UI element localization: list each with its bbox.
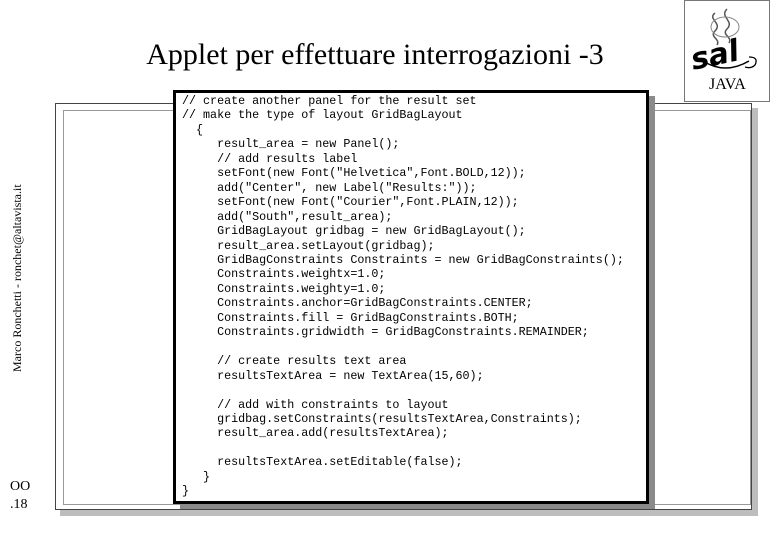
code-line — [182, 441, 624, 455]
author-sidebar-text: Marco Ronchetti - ronchet@altavista.it — [10, 184, 24, 372]
code-line: GridBagLayout gridbag = new GridBagLayout(); — [182, 224, 526, 239]
code-line: // add with constraints to layout — [182, 397, 449, 412]
code-line: // create another panel for the result set — [182, 94, 477, 108]
code-line: result_area.add(resultsTextArea); — [182, 426, 449, 441]
footer-course: OO — [10, 479, 31, 494]
code-line: gridbag.setConstraints(resultsTextArea,Constraints); — [182, 411, 582, 426]
code-line — [182, 340, 624, 354]
code-line: Constraints.weightx=1.0; — [182, 267, 386, 282]
code-line: setFont(new Font("Courier",Font.PLAIN,12)); — [182, 195, 519, 210]
code-line: add("South",result_area); — [182, 209, 393, 224]
slide-footer — [10, 478, 30, 514]
code-line: // make the type of layout GridBagLayout — [182, 108, 463, 123]
footer-slide-number: .18 — [10, 497, 28, 512]
code-line: resultsTextArea.setEditable(false); — [182, 455, 463, 470]
code-line: Constraints.anchor=GridBagConstraints.CENTER; — [182, 296, 533, 311]
code-line: { — [182, 122, 204, 137]
java-cup-icon — [685, 1, 769, 101]
code-line: Constraints.gridwidth = GridBagConstraints.REMAINDER; — [182, 325, 589, 340]
code-line: } — [182, 484, 190, 499]
code-line: // create results text area — [182, 354, 407, 369]
code-line: setFont(new Font("Helvetica",Font.BOLD,12)); — [182, 166, 526, 181]
code-line: resultsTextArea = new TextArea(15,60); — [182, 368, 484, 383]
code-line: // add results label — [182, 151, 358, 166]
code-line: add("Center", new Label("Results:")); — [182, 180, 477, 195]
code-line: Constraints.fill = GridBagConstraints.BOTH; — [182, 310, 519, 325]
code-line: GridBagConstraints Constraints = new GridBagConstraints(); — [182, 252, 624, 267]
code-line — [182, 383, 624, 397]
code-line: } — [182, 469, 211, 484]
svg-text:sal: sal — [687, 33, 743, 78]
code-line: result_area = new Panel(); — [182, 137, 400, 152]
sal-java-logo — [684, 0, 770, 102]
code-line: Constraints.weighty=1.0; — [182, 281, 386, 296]
code-line: result_area.setLayout(gridbag); — [182, 238, 435, 253]
svg-text:JAVA: JAVA — [709, 76, 746, 93]
slide-title: Applet per effettuare interrogazioni -3 — [146, 38, 604, 71]
code-listing — [182, 94, 624, 499]
